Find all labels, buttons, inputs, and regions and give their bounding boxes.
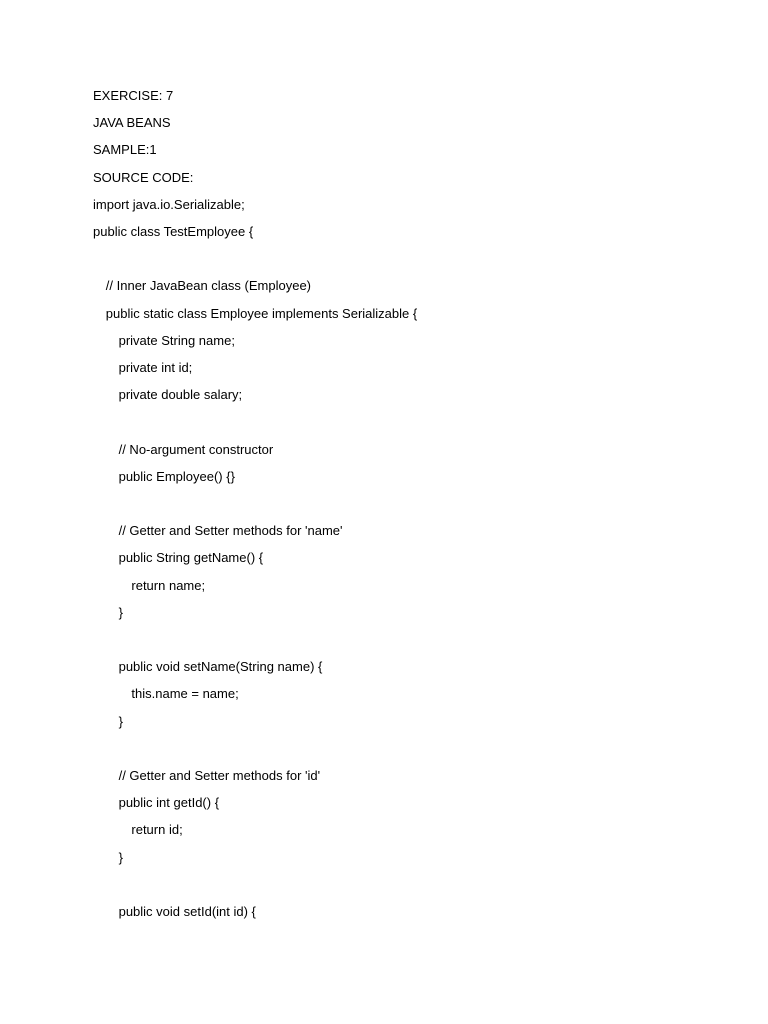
code-line: // Getter and Setter methods for 'name' (118, 523, 343, 539)
code-line: } (118, 604, 123, 620)
code-line: public void setId(int id) { (118, 904, 256, 919)
code-line: import java.io.Serializable; (93, 196, 245, 212)
code-line: public static class Employee implements Serializable { (105, 305, 418, 321)
code-line: // Inner JavaBean class (Employee) (105, 278, 312, 294)
code-line: return name; (131, 577, 206, 593)
code-line: SAMPLE:1 (93, 142, 157, 158)
code-line: EXERCISE: 7 (93, 88, 174, 103)
code-line: private int id; (118, 360, 193, 375)
code-line: public Employee() {} (118, 468, 235, 484)
code-line: } (118, 713, 123, 729)
code-line: public int getId() { (118, 795, 220, 811)
code-line: JAVA BEANS (93, 115, 171, 131)
code-line: SOURCE CODE: (93, 169, 194, 185)
code-line: private String name; (118, 332, 235, 348)
code-line: // No-argument constructor (118, 441, 274, 457)
code-line: private double salary; (118, 387, 243, 403)
code-line: } (118, 849, 123, 865)
code-line: return id; (131, 822, 183, 838)
code-line: public class TestEmployee { (93, 224, 254, 239)
code-line: this.name = name; (131, 686, 239, 702)
code-line: // Getter and Setter methods for 'id' (118, 768, 321, 783)
code-line: public void setName(String name) { (118, 659, 323, 675)
code-line: public String getName() { (118, 550, 264, 566)
